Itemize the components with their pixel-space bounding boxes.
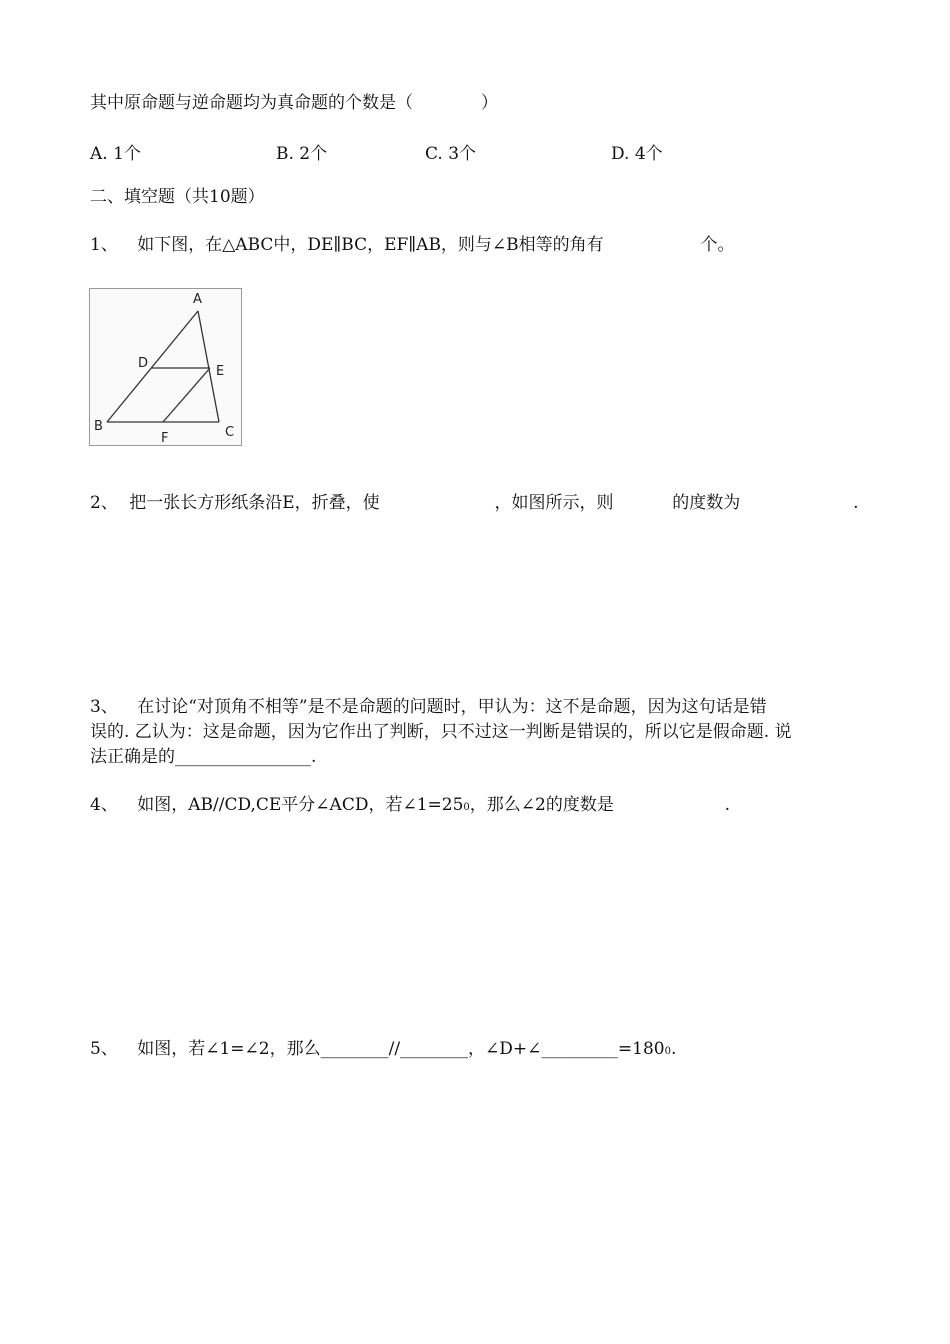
option-d: D. 4个 xyxy=(611,144,663,164)
label-f: F xyxy=(161,431,169,445)
option-c: C. 3个 xyxy=(425,144,477,164)
question-number: 1、 xyxy=(90,235,118,255)
question-1 xyxy=(90,234,734,256)
triangle-diagram xyxy=(90,289,241,445)
label-a: A xyxy=(193,292,202,307)
question-number: 5、 xyxy=(90,1039,118,1059)
section-title: 二、填空题（共10题） xyxy=(90,187,265,207)
label-e: E xyxy=(216,364,225,379)
question-number: 2、 xyxy=(90,493,118,513)
question-text: ，如图所示，则 xyxy=(494,493,614,513)
question-3-line-3: 法正确是的________________. xyxy=(90,747,317,767)
segment-ef xyxy=(163,368,210,422)
question-number: 3、 xyxy=(90,697,118,717)
question-text: 如图，AB//CD,CE平分∠ACD，若∠1=25 xyxy=(137,795,464,815)
question-text: 如图，若∠1=∠2，那么________//________，∠D+∠_________=180 xyxy=(137,1039,665,1059)
option-b: B. 2个 xyxy=(276,144,328,164)
question-text-tail: 个。 xyxy=(700,235,735,255)
question-text: ，那么∠2的度数是 xyxy=(469,795,614,815)
question-number: 4、 xyxy=(90,795,118,815)
label-b: B xyxy=(94,419,103,434)
question-text-tail: . xyxy=(853,493,859,513)
degree-mark: 0 xyxy=(664,1046,671,1057)
question-text-tail: . xyxy=(724,795,731,815)
question-text-tail: . xyxy=(670,1039,677,1059)
segment-ab xyxy=(107,311,198,422)
label-d: D xyxy=(138,356,149,371)
question-3-line-2: 误的. 乙认为：这是命题，因为它作出了判断，只不过这一判断是错误的，所以它是假命题. 说 xyxy=(90,722,792,742)
question-text: 如下图，在△ABC中，DE∥BC，EF∥AB，则与∠B相等的角有 xyxy=(137,235,604,255)
question-stem xyxy=(90,92,498,114)
option-a: A. 1个 xyxy=(90,144,141,164)
question-3-line-1 xyxy=(90,696,767,718)
triangle-figure xyxy=(89,288,242,446)
question-4 xyxy=(90,794,730,819)
question-text: 在讨论“对顶角不相等”是不是命题的问题时，甲认为：这不是命题，因为这句话是错 xyxy=(137,697,767,717)
question-5 xyxy=(90,1038,676,1063)
degree-mark: 0 xyxy=(463,802,470,813)
question-text: 的度数为 xyxy=(672,493,741,513)
question-2 xyxy=(90,492,859,514)
label-c: C xyxy=(225,425,235,440)
question-stem-text: 其中原命题与逆命题均为真命题的个数是（ ） xyxy=(90,93,498,113)
question-text: 把一张长方形纸条沿E，折叠，使 xyxy=(129,493,380,513)
